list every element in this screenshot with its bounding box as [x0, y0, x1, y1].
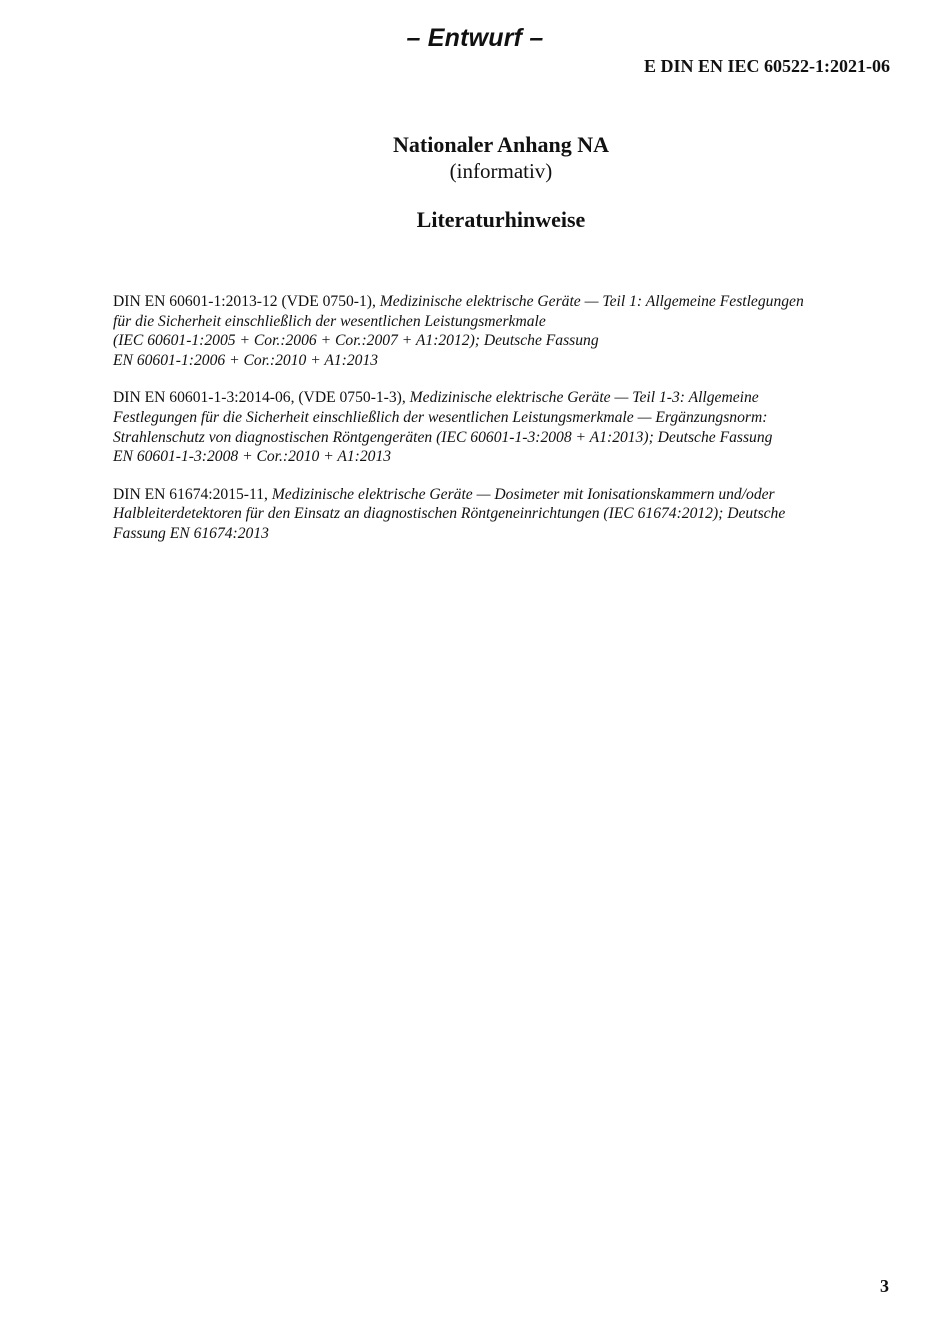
- annex-title: Nationaler Anhang NA: [393, 132, 609, 157]
- reference-title: EN 60601-1-3:2008 + Cor.:2010 + A1:2013: [113, 448, 392, 466]
- reference-line: [113, 408, 888, 428]
- reference-entry: [113, 388, 888, 466]
- reference-title: Medizinische elektrische Geräte — Teil 1-3: Allgemeine: [409, 389, 759, 407]
- reference-line: [113, 485, 888, 505]
- reference-line: [113, 447, 888, 467]
- reference-line: [113, 388, 888, 408]
- reference-line: [113, 312, 888, 332]
- reference-line: [113, 428, 888, 448]
- draft-banner: – Entwurf –: [406, 24, 544, 52]
- reference-title: Medizinische elektrische Geräte — Dosimeter mit Ionisationskammern und/oder: [271, 485, 775, 503]
- reference-title: Strahlenschutz von diagnostischen Röntgengeräten (IEC 60601-1-3:2008 + A1:2013); Deutsche Fassung: [113, 428, 773, 446]
- reference-line: [113, 351, 888, 371]
- reference-title: für die Sicherheit einschließlich der wesentlichen Leistungsmerkmale: [113, 312, 546, 330]
- reference-designation: DIN EN 60601-1-3:2014-06, (VDE 0750-1-3),: [113, 389, 410, 407]
- reference-line: [113, 524, 888, 544]
- reference-designation: DIN EN 61674:2015-11,: [113, 485, 272, 503]
- reference-entry: [113, 485, 888, 544]
- annex-subtitle: (informativ): [449, 159, 553, 183]
- reference-title: Festlegungen für die Sicherheit einschließlich der wesentlichen Leistungsmerkmale — Ergänzungsnorm:: [113, 408, 768, 426]
- reference-line: [113, 331, 888, 351]
- reference-title: Fassung EN 61674:2013: [113, 524, 269, 542]
- section-title: Literaturhinweise: [416, 207, 586, 232]
- reference-designation: DIN EN 60601-1:2013-12 (VDE 0750-1),: [113, 293, 380, 310]
- reference-title: EN 60601-1:2006 + Cor.:2010 + A1:2013: [113, 351, 379, 369]
- reference-entry: [113, 292, 888, 370]
- reference-title: (IEC 60601-1:2005 + Cor.:2006 + Cor.:2007 + A1:2012); Deutsche Fassung: [113, 332, 599, 350]
- document-id: E DIN EN IEC 60522-1:2021-06: [643, 56, 890, 76]
- page-number: 3: [880, 1276, 889, 1296]
- reference-list: [113, 292, 888, 562]
- reference-line: [113, 504, 888, 524]
- reference-line: [113, 292, 888, 312]
- reference-title: Medizinische elektrische Geräte — Teil 1: Allgemeine Festlegungen: [379, 293, 804, 310]
- reference-title: Halbleiterdetektoren für den Einsatz an diagnostischen Röntgeneinrichtungen (IEC 61674:2012); Deutsche: [113, 505, 786, 523]
